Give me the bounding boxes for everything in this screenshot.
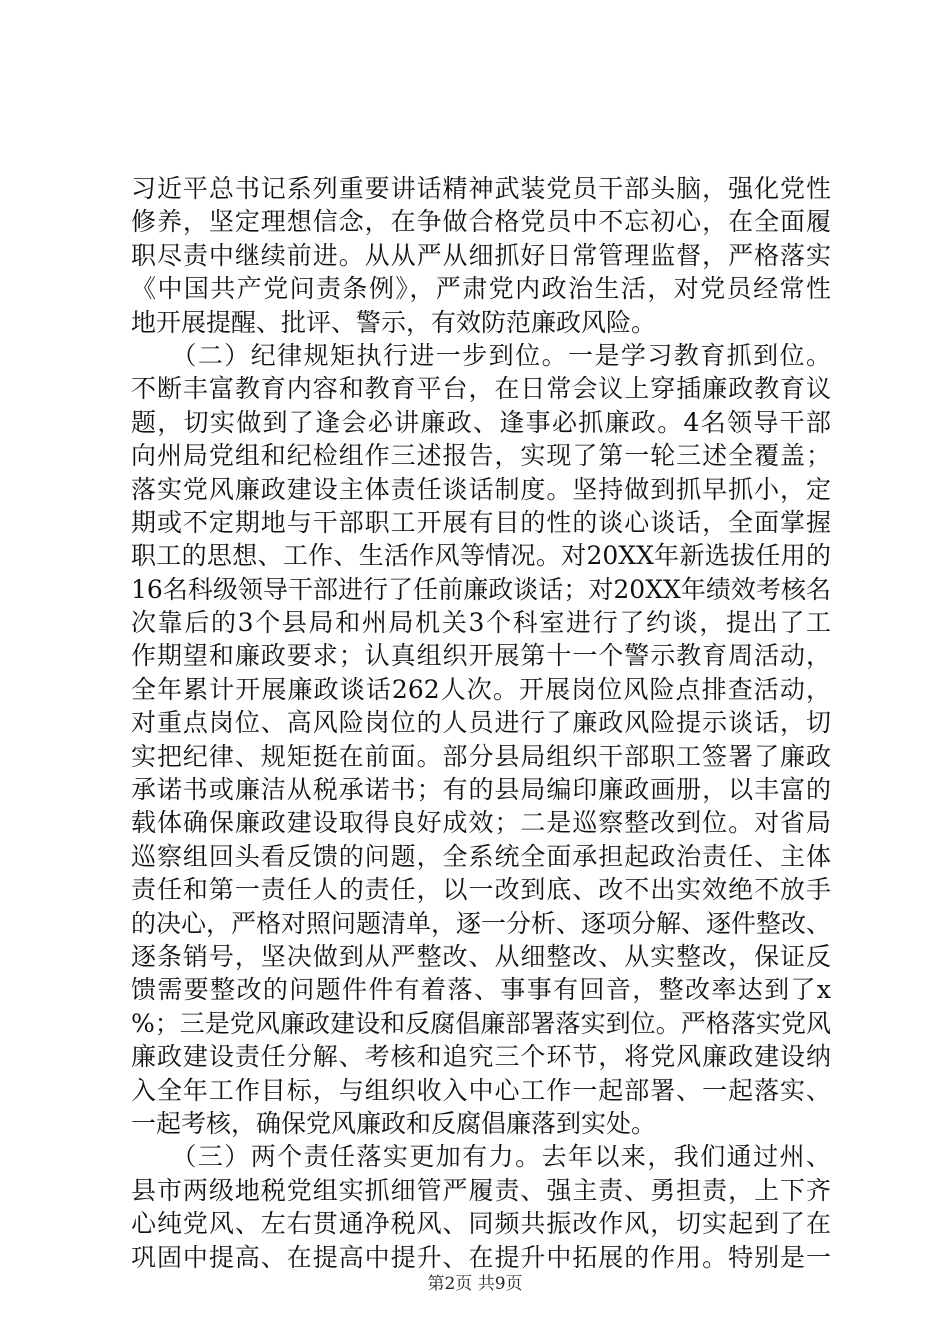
text-line: （三）两个责任落实更加有力。去年以来，我们通过州、 [131, 1142, 831, 1172]
text-line: 全年累计开展廉政谈话262人次。开展岗位风险点排查活动， [131, 674, 831, 704]
text-line: %；三是党风廉政建设和反腐倡廉部署落实到位。严格落实党风 [131, 1008, 831, 1038]
text-line: 实把纪律、规矩挺在前面。部分县局组织干部职工签署了廉政 [131, 741, 831, 771]
text-line: 对重点岗位、高风险岗位的人员进行了廉政风险提示谈话，切 [131, 708, 831, 738]
text-line: 16名科级领导干部进行了任前廉政谈话；对20XX年绩效考核名 [131, 574, 831, 604]
text-line: 向州局党组和纪检组作三述报告，实现了第一轮三述全覆盖； [131, 441, 831, 471]
text-line: 入全年工作目标，与组织收入中心工作一起部署、一起落实、 [131, 1075, 831, 1105]
text-line: 职工的思想、工作、生活作风等情况。对20XX年新选拔任用的 [131, 541, 831, 571]
text-line: 的决心，严格对照问题清单，逐一分析、逐项分解、逐件整改、 [131, 908, 831, 938]
text-line: 地开展提醒、批评、警示，有效防范廉政风险。 [131, 307, 657, 337]
text-line: 职尽责中继续前进。从从严从细抓好日常管理监督，严格落实 [131, 240, 831, 270]
text-line: 作期望和廉政要求；认真组织开展第十一个警示教育周活动， [131, 641, 831, 671]
text-line: 廉政建设责任分解、考核和追究三个环节，将党风廉政建设纳 [131, 1042, 831, 1072]
text-line: 承诺书或廉洁从税承诺书；有的县局编印廉政画册，以丰富的 [131, 775, 831, 805]
text-line: 次靠后的3个县局和州局机关3个科室进行了约谈，提出了工 [131, 608, 831, 638]
text-line: 题，切实做到了逢会必讲廉政、逢事必抓廉政。4名领导干部 [131, 407, 831, 437]
text-line: 巡察组回头看反馈的问题，全系统全面承担起政治责任、主体 [131, 841, 831, 871]
text-line: 落实党风廉政建设主体责任谈话制度。坚持做到抓早抓小，定 [131, 474, 831, 504]
body-text [131, 172, 831, 1274]
text-line: 馈需要整改的问题件件有着落、事事有回音，整改率达到了x [131, 975, 831, 1005]
text-line: 不断丰富教育内容和教育平台，在日常会议上穿插廉政教育议 [131, 374, 831, 404]
text-line: 《中国共产党问责条例》，严肃党内政治生活，对党员经常性 [131, 274, 831, 304]
text-line: 县市两级地税党组实抓细管严履责、强主责、勇担责，上下齐 [131, 1175, 831, 1205]
text-line: 习近平总书记系列重要讲话精神武装党员干部头脑，强化党性 [131, 174, 831, 203]
text-line: 修养，坚定理想信念，在争做合格党员中不忘初心，在全面履 [131, 207, 831, 237]
text-line: 心纯党风、左右贯通净税风、同频共振改作风，切实起到了在 [131, 1209, 831, 1239]
text-line: 期或不定期地与干部职工开展有目的性的谈心谈话，全面掌握 [131, 507, 831, 537]
page-number-footer: 第2页 共9页 [427, 1274, 523, 1294]
text-line: 责任和第一责任人的责任，以一改到底、改不出实效绝不放手 [131, 875, 831, 905]
text-line: 载体确保廉政建设取得良好成效；二是巡察整改到位。对省局 [131, 808, 831, 838]
text-line: 一起考核，确保党风廉政和反腐倡廉落到实处。 [131, 1108, 657, 1138]
text-line: （二）纪律规矩执行进一步到位。一是学习教育抓到位。 [131, 340, 831, 370]
text-line: 逐条销号，坚决做到从严整改、从细整改、从实整改，保证反 [131, 941, 831, 971]
text-line: 巩固中提高、在提高中提升、在提升中拓展的作用。特别是一 [131, 1242, 831, 1272]
